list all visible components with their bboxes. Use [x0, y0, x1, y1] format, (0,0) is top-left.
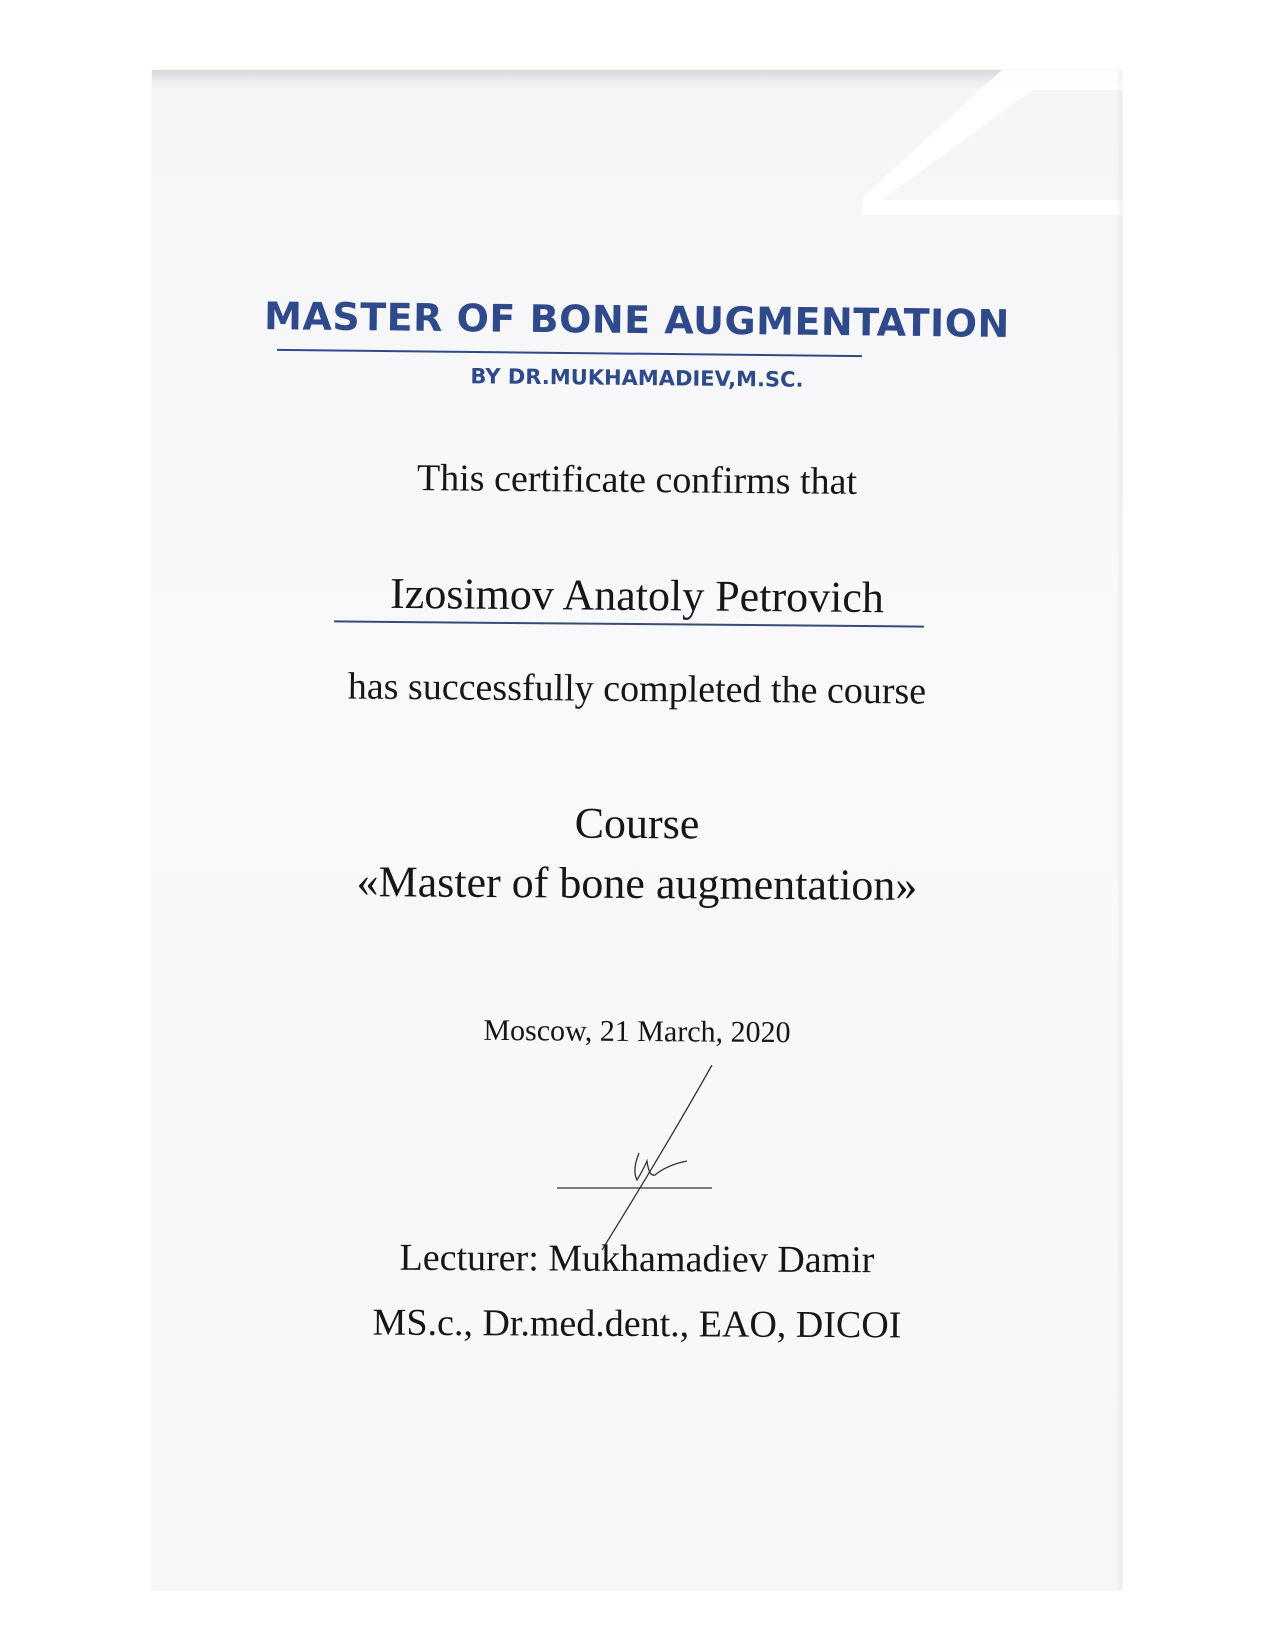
- lecturer-credentials: MS.c., Dr.med.dent., EAO, DICOI: [372, 1301, 902, 1347]
- recipient-name: Izosimov Anatoly Petrovich: [389, 568, 885, 623]
- place-date: Moscow, 21 March, 2020: [483, 1013, 791, 1050]
- glass-glare: [862, 70, 1122, 270]
- brand-subtitle: BY DR.MUKHAMADIEV,M.SC.: [470, 364, 804, 392]
- course-title: «Master of bone augmentation»: [356, 857, 918, 910]
- brand-underline: [277, 349, 862, 357]
- lecturer-line: Lecturer: Mukhamadiev Damir: [399, 1236, 875, 1282]
- course-label: Course: [574, 798, 700, 849]
- lecturer-signature: [547, 1065, 727, 1255]
- completion-text: has successfully completed the course: [347, 665, 927, 713]
- certificate-frame: [152, 70, 1122, 1590]
- brand-title: MASTER OF BONE AUGMENTATION: [263, 294, 1011, 346]
- certificate-intro: This certificate confirms that: [416, 457, 858, 503]
